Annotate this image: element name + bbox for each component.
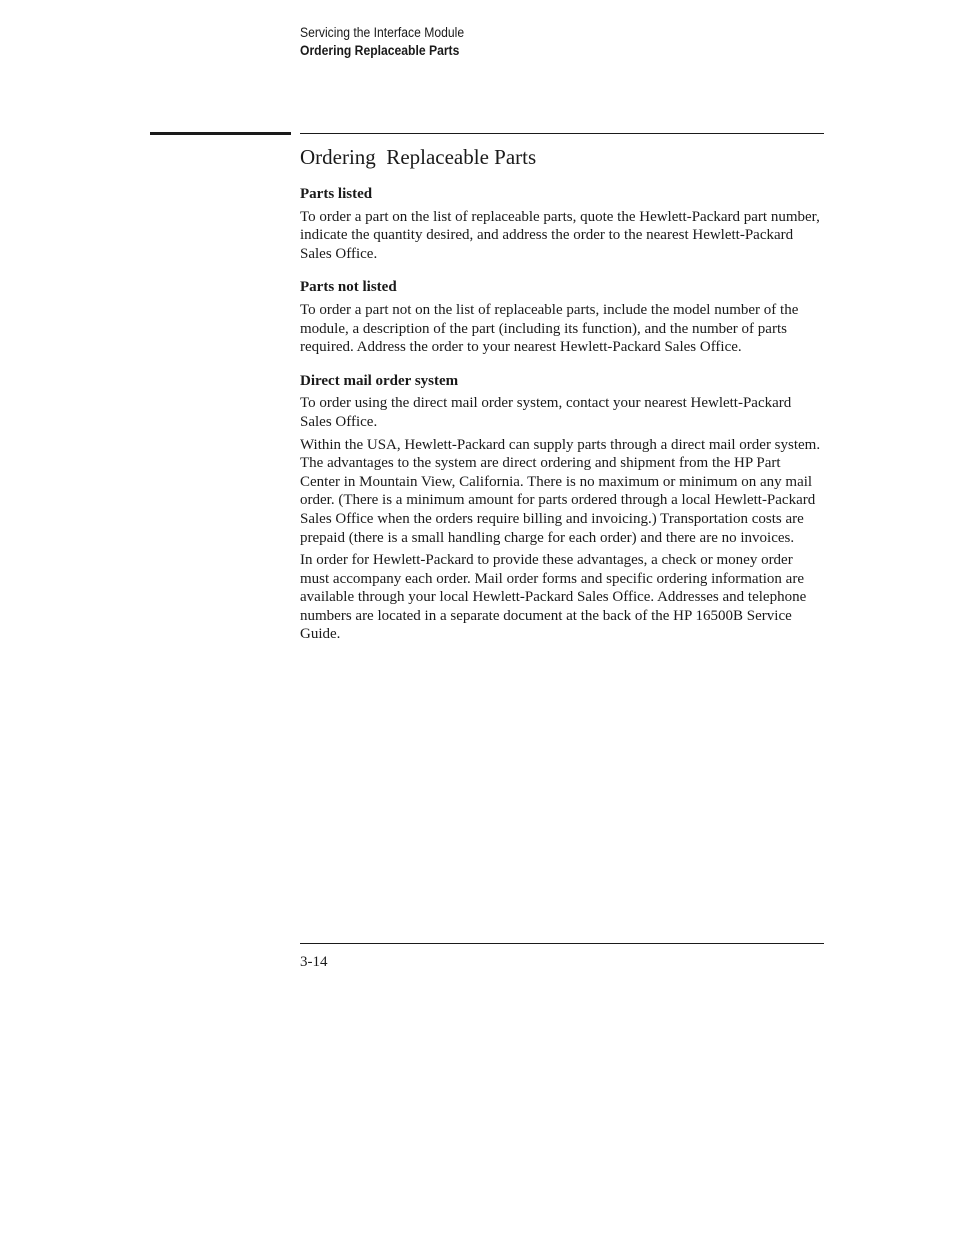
section-heading: Parts listed — [300, 186, 373, 202]
footer-rule — [300, 943, 824, 944]
page-title: Ordering Replaceable Parts — [300, 145, 537, 169]
section-paragraph: In order for Hewlett-Packard to provide these advantages, a check or money order must accompany each order. Mail order forms and specific ordering information are available through your local Hewlett-Packard Sales Office. Addresses and telephone numbers are located in a separate document at the back of the HP 16500B Service Guide. — [300, 552, 807, 643]
running-head-chapter: Servicing the Interface Module — [300, 25, 465, 40]
section-paragraph: To order a part not on the list of replaceable parts, include the model number of the module, a description of the part (including its function), and the number of parts required. Address the order to your nearest Hewlett-Packard Sales Office. — [300, 301, 799, 356]
running-head-section: Ordering Replaceable Parts — [300, 43, 460, 58]
page-number: 3-14 — [300, 954, 328, 970]
section-paragraph: To order using the direct mail order system, contact your nearest Hewlett-Packard Sales Office. — [300, 395, 792, 430]
section-paragraph: To order a part on the list of replaceable parts, quote the Hewlett-Packard part number, indicate the quantity desired, and address the order to the nearest Hewlett-Packard Sales Office. — [300, 208, 820, 262]
section-parts-not-listed — [300, 278, 824, 356]
section-rule-thick — [150, 132, 291, 135]
page-content — [300, 144, 824, 659]
section-paragraph: Within the USA, Hewlett-Packard can supply parts through a direct mail order system. The advantages to the system are direct ordering and shipment from the HP Part Center in Mountain View, California. There is no maximum or minimum on any mail order. (There is a minimum amount for parts ordered through a local Hewlett-Packard Sales Office when the orders require billing and invoicing.) Transportation costs are prepaid (there is a small handling charge for each order) and there are no invoices. — [300, 436, 821, 546]
section-heading: Parts not listed — [300, 279, 397, 296]
running-head — [300, 24, 464, 60]
section-heading: Direct mail order system — [300, 372, 459, 389]
section-rule-thin — [300, 133, 824, 134]
section-parts-listed — [300, 185, 824, 263]
section-direct-mail-order — [300, 372, 824, 644]
